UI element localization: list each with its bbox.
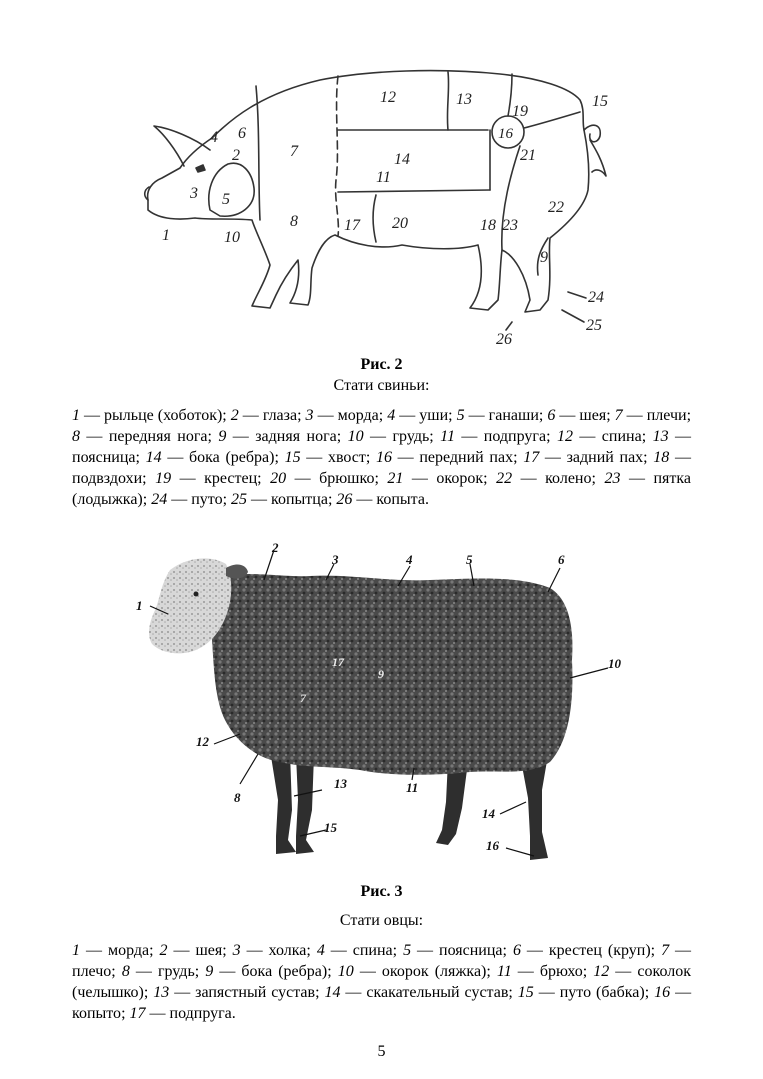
legend-number: 15: [517, 984, 534, 1001]
legend-number: 13: [153, 984, 170, 1001]
legend-number: 23: [604, 470, 621, 487]
legend-number: 6: [512, 942, 521, 959]
legend-entry: 4 — уши: [387, 407, 449, 424]
legend-number: 9: [205, 963, 214, 980]
legend-number: 15: [284, 449, 301, 466]
legend-number: 7: [661, 942, 670, 959]
legend-entry: 5 — поясница: [403, 942, 503, 959]
pig-label-13: 13: [456, 91, 472, 108]
legend-entry: 26 — копыта.: [336, 491, 429, 508]
pig-label-5: 5: [222, 191, 230, 208]
pig-drawing: [140, 60, 630, 350]
sheep-label-13: 13: [334, 776, 347, 791]
pig-label-11: 11: [376, 169, 391, 186]
legend-number: 5: [456, 407, 465, 424]
legend-text: окорок: [436, 470, 484, 487]
legend-text: задняя нога: [255, 428, 337, 445]
pig-belly-line: [373, 195, 376, 242]
legend-text: хвост: [327, 449, 366, 466]
pig-label-4: 4: [210, 129, 218, 146]
legend-number: 12: [556, 428, 573, 445]
pig-label-15: 15: [592, 93, 608, 110]
legend-entry: 10 — окорок (ляжка): [337, 963, 487, 980]
legend-entry: 21 — окорок: [387, 470, 484, 487]
legend-entry: 23 — пятка (лодыжка): [72, 470, 691, 508]
pig-pointer-26: [506, 322, 512, 330]
legend-text: морда: [337, 407, 379, 424]
legend-number: 13: [652, 428, 669, 445]
legend-text: шея: [579, 407, 607, 424]
pig-label-16: 16: [498, 126, 513, 142]
legend-number: 4: [316, 942, 325, 959]
legend-entry: 24 — путо: [151, 491, 223, 508]
legend-number: 1: [72, 407, 80, 424]
pig-label-26: 26: [496, 331, 512, 348]
legend-entry: 16 — передний пах: [376, 449, 514, 466]
sheep-label-10: 10: [608, 656, 621, 671]
pig-label-18: 18: [480, 217, 496, 234]
legend-number: 24: [151, 491, 168, 508]
legend-text: грудь: [392, 428, 430, 445]
legend-entry: 4 — спина: [316, 942, 393, 959]
legend-entry: 18 — подвздохи: [72, 449, 691, 487]
legend-number: 26: [336, 491, 353, 508]
sheep-label-9: 9: [378, 667, 384, 681]
pig-pointer-24: [568, 292, 586, 298]
legend-number: 8: [72, 428, 80, 445]
legend-entry: 13 — поясница: [72, 428, 691, 466]
legend-text: поясница: [439, 942, 503, 959]
legend-number: 22: [496, 470, 513, 487]
figure2-subtitle: Стати свиньи:: [333, 377, 430, 394]
pig-ham-line: [502, 146, 520, 250]
legend-text: окорок (ляжка): [381, 963, 487, 980]
legend-text: передний пах: [419, 449, 514, 466]
sheep-label-1: 1: [136, 598, 143, 613]
legend-entry: 14 — бока (ребра): [145, 449, 275, 466]
legend-text: спина: [352, 942, 393, 959]
legend-text: морда: [107, 942, 150, 959]
legend-entry: 20 — брюшко: [270, 470, 375, 487]
legend-number: 17: [129, 1005, 146, 1022]
pig-label-3: 3: [190, 185, 198, 202]
legend-text: крестец (круп): [548, 942, 651, 959]
legend-entry: 3 — морда: [305, 407, 379, 424]
legend-text: путо (бабка): [559, 984, 645, 1001]
legend-number: 20: [270, 470, 287, 487]
figure3-legend: 1 — морда; 2 — шея; 3 — холка; 4 — спина; 5 — поясница; 6 — крестец (круп); 7 — плечо; 8 — грудь; 9 — бока (ребра); 10 — окорок (ляжка); 11 — брюхо; 12 — соколок (челышко); 13 — запястный сустав; 14 — скакательный сустав; 15 — путо (бабка); 16 — копыто; 17 — подпруга.: [72, 942, 692, 1022]
pig-eye: [196, 165, 205, 172]
legend-text: ганаши: [488, 407, 539, 424]
legend-number: 14: [324, 984, 341, 1001]
legend-number: 25: [231, 491, 248, 508]
legend-number: 3: [305, 407, 314, 424]
legend-entry: 16 — копыто: [72, 984, 692, 1022]
legend-number: 2: [159, 942, 168, 959]
pig-label-6: 6: [238, 125, 246, 142]
figure2-legend: 1 — рыльце (хоботок); 2 — глаза; 3 — морда; 4 — уши; 5 — ганаши; 6 — шея; 7 — плечи; 8 — передняя нога; 9 — задняя нога; 10 — грудь; 11 — подпруга; 12 — спина; 13 — поясница; 14 — бока (ребра); 15 — хвост; 16 — передний пах; 17 — задний пах; 18 — подвздохи; 19 — крестец; 20 — брюшко; 21 — окорок; 22 — колено; 23 — пятка (лодыжка); 24 — путо; 25 — копытца; 26 — копыта.: [72, 407, 692, 508]
legend-entry: 2 — глаза: [230, 407, 298, 424]
legend-text: подвздохи: [72, 470, 143, 487]
legend-number: 14: [145, 449, 162, 466]
pig-label-25: 25: [586, 317, 602, 334]
sheep-figure: [130, 540, 640, 875]
legend-entry: 10 — грудь: [347, 428, 430, 445]
legend-entry: 15 — хвост: [284, 449, 366, 466]
legend-text: копыта.: [376, 491, 429, 508]
legend-text: запястный сустав: [195, 984, 316, 1001]
legend-number: 10: [347, 428, 364, 445]
legend-number: 7: [614, 407, 623, 424]
legend-entry: 8 — передняя нога: [72, 428, 208, 445]
pig-label-17: 17: [344, 217, 360, 234]
pig-pointer-25: [562, 310, 584, 322]
legend-number: 18: [653, 449, 670, 466]
pig-lumbar-line: [447, 72, 448, 130]
pig-label-19: 19: [512, 103, 528, 120]
legend-entry: 13 — запястный сустав: [153, 984, 316, 1001]
legend-number: 8: [121, 963, 130, 980]
legend-text: передняя нога: [108, 428, 208, 445]
legend-text: копытца: [271, 491, 328, 508]
legend-text: крестец: [204, 470, 258, 487]
legend-text: спина: [601, 428, 642, 445]
legend-entry: 1 — морда: [72, 942, 150, 959]
legend-number: 16: [654, 984, 671, 1001]
sheep-label-6: 6: [558, 552, 565, 567]
figure2-title: Рис. 2: [360, 356, 403, 373]
legend-text: брюхо: [539, 963, 583, 980]
legend-number: 9: [218, 428, 227, 445]
legend-entry: 5 — ганаши: [456, 407, 539, 424]
legend-text: плечо: [72, 963, 112, 980]
legend-entry: 12 — соколок (челышко): [72, 963, 691, 1001]
legend-text: соколок (челышко): [72, 963, 691, 1001]
legend-text: рыльце (хоботок): [104, 407, 223, 424]
legend-entry: 25 — копытца: [231, 491, 328, 508]
legend-number: 1: [72, 942, 80, 959]
pig-label-8: 8: [290, 213, 298, 230]
legend-entry: 11 — подпруга: [440, 428, 547, 445]
legend-entry: 1 — рыльце (хоботок): [72, 407, 223, 424]
pig-jowl: [209, 163, 254, 216]
pig-label-21: 21: [520, 147, 536, 164]
legend-text: бока (ребра): [189, 449, 275, 466]
legend-entry: 17 — задний пах: [523, 449, 644, 466]
legend-entry: 3 — холка: [232, 942, 307, 959]
legend-text: глаза: [262, 407, 298, 424]
sheep-label-2: 2: [272, 540, 279, 555]
sheep-label-17: 17: [332, 655, 344, 669]
legend-text: плечи: [646, 407, 687, 424]
legend-text: подпруга: [483, 428, 547, 445]
pig-label-7: 7: [290, 143, 298, 160]
pig-side-line: [338, 190, 490, 192]
pig-label-20: 20: [392, 215, 408, 232]
figure3-subtitle: Стати овцы:: [339, 912, 424, 929]
pig-hip-line: [524, 112, 580, 128]
pig-figure: [140, 60, 630, 350]
legend-entry: 6 — шея: [547, 407, 607, 424]
sheep-label-4: 4: [406, 552, 413, 567]
legend-number: 11: [440, 428, 455, 445]
legend-entry: 15 — путо (бабка): [517, 984, 645, 1001]
legend-text: брюшко: [319, 470, 375, 487]
page-number: 5: [377, 1043, 386, 1060]
legend-number: 10: [337, 963, 354, 980]
legend-number: 11: [496, 963, 512, 980]
legend-text: поясница: [72, 449, 136, 466]
legend-entry: 6 — крестец (круп): [512, 942, 651, 959]
sheep-body: [209, 574, 572, 775]
legend-entry: 8 — грудь: [121, 963, 195, 980]
pig-label-22: 22: [548, 199, 564, 216]
pig-label-2: 2: [232, 147, 240, 164]
sheep-label-3: 3: [332, 552, 339, 567]
sheep-label-16: 16: [486, 838, 499, 853]
legend-entry: 2 — шея: [159, 942, 223, 959]
legend-entry: 11 — брюхо: [496, 963, 583, 980]
legend-number: 21: [387, 470, 404, 487]
legend-number: 5: [403, 942, 412, 959]
pig-label-14: 14: [394, 151, 410, 168]
legend-number: 19: [155, 470, 172, 487]
legend-number: 4: [387, 407, 396, 424]
sheep-label-11: 11: [406, 780, 419, 795]
legend-entry: 14 — скакательный сустав: [324, 984, 509, 1001]
figure3-title: Рис. 3: [360, 883, 403, 900]
sheep-label-14: 14: [482, 806, 495, 821]
legend-entry: 19 — крестец: [155, 470, 258, 487]
sheep-drawing: [130, 540, 640, 875]
legend-text: холка: [268, 942, 307, 959]
legend-number: 2: [230, 407, 239, 424]
legend-text: копыто: [72, 1005, 122, 1022]
legend-text: подпруга.: [169, 1005, 236, 1022]
sheep-label-8: 8: [234, 790, 241, 805]
sheep-eye: [194, 592, 199, 597]
legend-number: 17: [523, 449, 540, 466]
pig-label-10: 10: [224, 229, 240, 246]
pig-label-12: 12: [380, 89, 396, 106]
legend-text: скакательный сустав: [366, 984, 509, 1001]
legend-number: 3: [232, 942, 241, 959]
legend-entry: 9 — бока (ребра): [205, 963, 328, 980]
legend-entry: 7 — плечи: [614, 407, 687, 424]
sheep-label-7: 7: [300, 691, 306, 705]
legend-number: 12: [593, 963, 610, 980]
sheep-label-15: 15: [324, 820, 337, 835]
pig-dashed-line: [336, 76, 339, 236]
pig-label-1: 1: [162, 227, 170, 244]
legend-text: задний пах: [566, 449, 644, 466]
pig-label-24: 24: [588, 289, 604, 306]
legend-text: пятка (лодыжка): [72, 470, 691, 508]
legend-text: уши: [419, 407, 449, 424]
sheep-label-12: 12: [196, 734, 209, 749]
sheep-label-5: 5: [466, 552, 473, 567]
pig-shoulder-line: [256, 86, 260, 220]
legend-text: колено: [545, 470, 592, 487]
legend-number: 16: [376, 449, 392, 466]
legend-entry: 12 — спина: [556, 428, 642, 445]
pig-label-23: 23: [502, 217, 518, 234]
legend-number: 6: [547, 407, 556, 424]
legend-text: грудь: [157, 963, 195, 980]
pig-label-9: 9: [540, 249, 548, 266]
legend-entry: 9 — задняя нога: [218, 428, 337, 445]
legend-entry: 17 — подпруга.: [129, 1005, 236, 1022]
legend-text: шея: [195, 942, 223, 959]
legend-text: путо: [191, 491, 223, 508]
legend-text: бока (ребра): [241, 963, 328, 980]
legend-entry: 7 — плечо: [72, 942, 692, 980]
legend-entry: 22 — колено: [496, 470, 592, 487]
